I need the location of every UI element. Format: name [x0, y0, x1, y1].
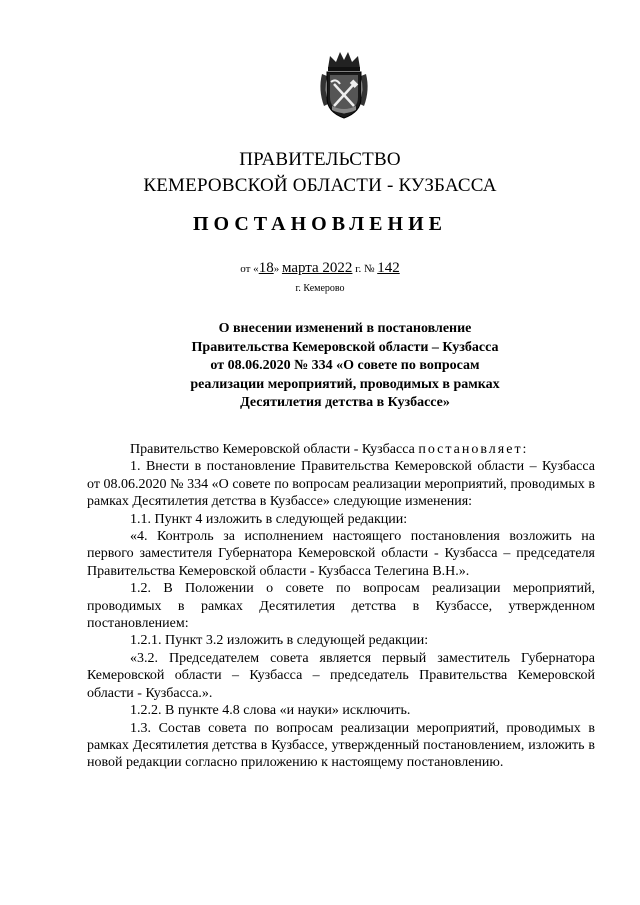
- paragraph-1-1: 1.1. Пункт 4 изложить в следующей редакции:: [130, 511, 408, 527]
- intro-decree-word: постановляет:: [418, 442, 529, 457]
- title-line: Десятилетия детства в Кузбассе»: [240, 395, 450, 410]
- date-suffix: г.: [355, 263, 362, 275]
- decree-body: [87, 441, 595, 772]
- title-line: от 08.06.2020 № 334 «О совете по вопросам: [210, 358, 480, 373]
- title-line: О внесении изменений в постановление: [218, 321, 472, 336]
- paragraph-1-3: 1.3. Состав совета по вопросам реализации мероприятий, проводимых в рамках Десятилетия детства в Кузбассе, утвержденный постановлением, изложить в новой редакции согласно приложению к настоящему постановлению.: [87, 720, 595, 771]
- intro-paragraph: [87, 441, 595, 458]
- government-name-line2: КЕМЕРОВСКОЙ ОБЛАСТИ - КУЗБАССА: [143, 175, 497, 196]
- government-name-line1: ПРАВИТЕЛЬСТВО: [239, 149, 401, 170]
- intro-text: Правительство Кемеровской области - Кузбасса: [130, 442, 415, 457]
- date-month-year: марта 2022: [281, 260, 353, 276]
- date-mid: »: [273, 263, 280, 275]
- date-prefix: от «: [240, 263, 259, 275]
- document-type-heading: ПОСТАНОВЛЕНИЕ: [193, 213, 447, 235]
- decree-date-line: [0, 260, 640, 277]
- decree-number: 142: [377, 260, 400, 276]
- number-label: №: [363, 263, 375, 275]
- paragraph-1-2: 1.2. В Положении о совете по вопросам реализации мероприятий, проводимых в рамках Десятилетия детства в Кузбассе, утвержденном постановлением:: [87, 581, 595, 632]
- coat-of-arms-emblem: [318, 50, 370, 120]
- paragraph-1-2-1-quote: «3.2. Председателем совета является первый заместитель Губернатора Кемеровской области – Кузбасса – председатель Правительства Кемеровской области - Кузбасса.».: [87, 650, 595, 701]
- decree-title: [150, 320, 540, 413]
- paragraph-1: 1. Внести в постановление Правительства Кемеровской области – Кузбасса от 08.06.2020 № 334 «О совете по вопросам реализации мероприятий, проводимых в рамках Десятилетия детства в Кузбассе» следующие изменения:: [87, 459, 595, 510]
- paragraph-1-1-quote: «4. Контроль за исполнением настоящего постановления возложить на первого заместителя Губернатора Кемеровской области - Кузбасса – председателя Правительства Кемеровской области - Кузбасса Телегина В.Н.».: [87, 529, 595, 579]
- date-day: 18: [258, 260, 274, 276]
- paragraph-1-2-1: 1.2.1. Пункт 3.2 изложить в следующей редакции:: [130, 633, 429, 649]
- title-line: реализации мероприятий, проводимых в рамках: [190, 376, 500, 392]
- paragraph-1-2-2: 1.2.2. В пункте 4.8 слова «и науки» исключить.: [130, 703, 411, 719]
- city-label: г. Кемерово: [295, 283, 345, 294]
- title-line: Правительства Кемеровской области – Кузбасса: [191, 339, 499, 355]
